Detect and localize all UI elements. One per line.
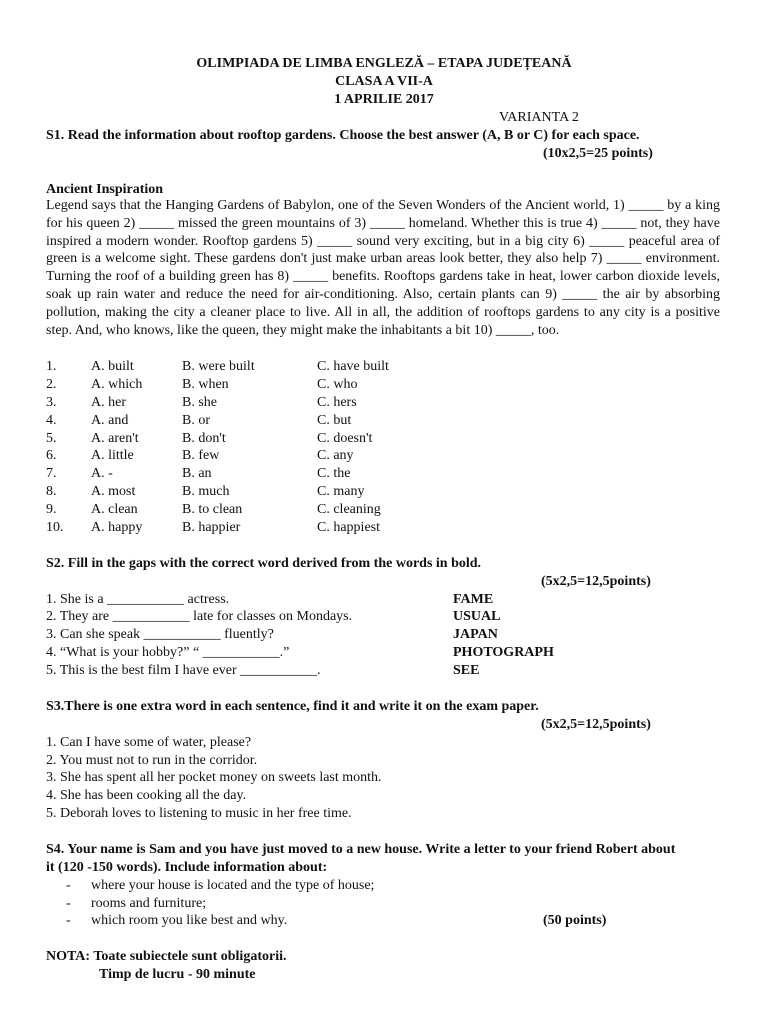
option-a: A. little <box>91 448 134 463</box>
s1-instruction: S1. Read the information about rooftop gardens. Choose the best answer (A, B or C) for each space. <box>46 128 640 143</box>
s3-item: 5. Deborah loves to listening to music in her free time. <box>46 806 352 821</box>
s2-points: (5x2,5=12,5points) <box>541 574 651 589</box>
option-number: 6. <box>46 448 57 463</box>
s2-word: FAME <box>453 592 494 607</box>
option-c: C. doesn't <box>317 431 373 446</box>
option-c: C. any <box>317 448 354 463</box>
bullet-dash: - <box>66 913 71 928</box>
s2-word: PHOTOGRAPH <box>453 645 554 660</box>
option-a: A. most <box>91 484 136 499</box>
s2-word: SEE <box>453 663 480 678</box>
option-number: 1. <box>46 359 57 374</box>
s1-passage: Legend says that the Hanging Gardens of Babylon, one of the Seven Wonders of the Ancient world, 1) _____ by a king for his queen 2) _____ missed the green mountains of 3) _____ homeland. Whether this is true 4) _____ not, they have inspired a modern wonder. Rooftop gardens 5) _____ sound very exciting, but in a big city 6) _____ peaceful area of green is a welcome sight. These gardens don't just make urban areas look better, they also help 7) _____ environment. Turning the roof of a building green has 8) _____ benefits. Rooftops gardens take in heat, lower carbon dioxide levels, soak up rain water and reduce the need for air-conditioning. Also, certain plants can 9) _____ the air by absorbing pollution, making the city a cleaner place to live. All in all, the addition of rooftops gardens to any city is a positive step. And, who knows, like the queen, they might make the inhabitants a bit 10) _____, too. <box>46 198 720 338</box>
option-b: B. or <box>182 413 210 428</box>
bullet-text: where your house is located and the type of house; <box>91 878 375 893</box>
s3-item: 2. You must not to run in the corridor. <box>46 753 258 768</box>
s2-sentence: 1. She is a ___________ actress. <box>46 592 230 607</box>
header-variant: VARIANTA 2 <box>499 110 579 125</box>
option-b: B. to clean <box>182 502 243 517</box>
option-b: B. happier <box>182 520 241 535</box>
s2-sentence: 2. They are ___________ late for classes on Mondays. <box>46 609 353 624</box>
bullet-dash: - <box>66 896 71 911</box>
bullet-text: which room you like best and why. <box>91 913 288 928</box>
s1-title: Ancient Inspiration <box>46 182 164 197</box>
footer-time: Timp de lucru - 90 minute <box>99 967 256 982</box>
s1-points: (10x2,5=25 points) <box>543 146 653 161</box>
option-a: A. happy <box>91 520 143 535</box>
option-a: A. which <box>91 377 143 392</box>
s4-instruction: S4. Your name is Sam and you have just moved to a new house. Write a letter to your friend Robert about <box>46 842 676 857</box>
option-b: B. much <box>182 484 230 499</box>
option-c: C. cleaning <box>317 502 381 517</box>
option-number: 7. <box>46 466 57 481</box>
option-b: B. few <box>182 448 220 463</box>
option-c: C. the <box>317 466 351 481</box>
option-a: A. built <box>91 359 134 374</box>
s2-instruction: S2. Fill in the gaps with the correct word derived from the words in bold. <box>46 556 482 571</box>
bullet-dash: - <box>66 878 71 893</box>
option-a: A. clean <box>91 502 138 517</box>
s2-word: USUAL <box>453 609 501 624</box>
s2-sentence: 4. “What is your hobby?” “ ___________.” <box>46 645 290 660</box>
option-c: C. have built <box>317 359 389 374</box>
option-b: B. when <box>182 377 229 392</box>
option-c: C. hers <box>317 395 357 410</box>
option-b: B. were built <box>182 359 255 374</box>
option-c: C. who <box>317 377 358 392</box>
s3-item: 3. She has spent all her pocket money on sweets last month. <box>46 770 382 785</box>
s3-item: 4. She has been cooking all the day. <box>46 788 247 803</box>
option-c: C. but <box>317 413 352 428</box>
option-a: A. - <box>91 466 113 481</box>
option-number: 3. <box>46 395 57 410</box>
option-a: A. and <box>91 413 129 428</box>
s2-sentence: 3. Can she speak ___________ fluently? <box>46 627 274 642</box>
header-title: OLIMPIADA DE LIMBA ENGLEZĂ – ETAPA JUDEȚEANĂ <box>196 56 572 71</box>
option-number: 5. <box>46 431 57 446</box>
option-c: C. many <box>317 484 365 499</box>
header-date: 1 APRILIE 2017 <box>334 92 434 107</box>
option-b: B. don't <box>182 431 226 446</box>
option-b: B. an <box>182 466 212 481</box>
bullet-text: rooms and furniture; <box>91 896 207 911</box>
header-class: CLASA A VII-A <box>335 74 433 89</box>
option-a: A. aren't <box>91 431 139 446</box>
s2-word: JAPAN <box>453 627 498 642</box>
option-a: A. her <box>91 395 126 410</box>
s4-instruction-cont: it (120 -150 words). Include information about: <box>46 860 328 875</box>
footer-note: NOTA: Toate subiectele sunt obligatorii. <box>46 949 287 964</box>
s3-item: 1. Can I have some of water, please? <box>46 735 252 750</box>
option-number: 10. <box>46 520 64 535</box>
option-b: B. she <box>182 395 217 410</box>
option-number: 2. <box>46 377 57 392</box>
option-number: 9. <box>46 502 57 517</box>
option-number: 8. <box>46 484 57 499</box>
s3-points: (5x2,5=12,5points) <box>541 717 651 732</box>
s4-points: (50 points) <box>543 913 607 928</box>
s2-sentence: 5. This is the best film I have ever ___________. <box>46 663 321 678</box>
s3-instruction: S3.There is one extra word in each sentence, find it and write it on the exam paper. <box>46 699 539 714</box>
option-number: 4. <box>46 413 57 428</box>
option-c: C. happiest <box>317 520 380 535</box>
